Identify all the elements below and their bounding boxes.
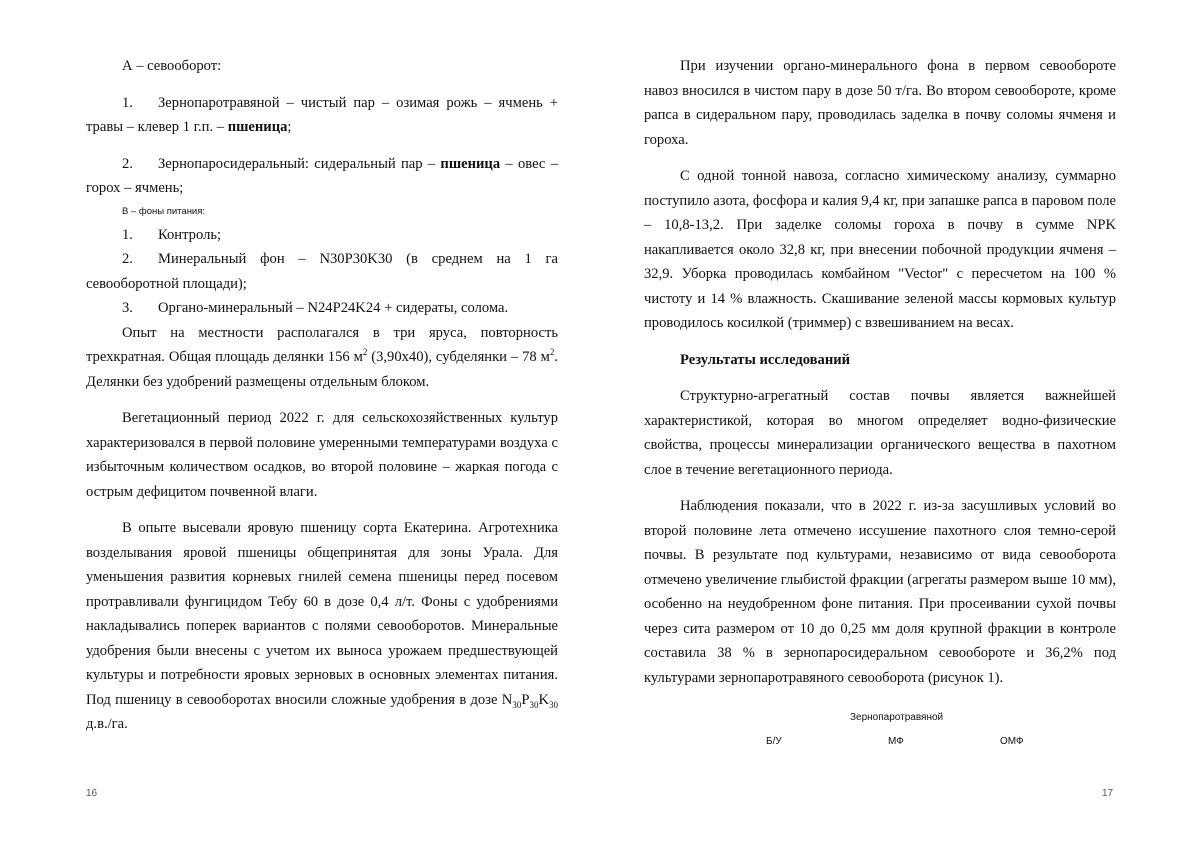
left-text-column [86,54,558,737]
category-label: Б/У [766,736,782,747]
page-number: 17 [1102,788,1113,799]
left-page [0,0,600,849]
paragraph: С одной тонной навоза, согласно химическому анализу, суммарно поступило азота, фосфора и калия 9,4 кг, при запашке рапса в паровом поле – 10,8-13,2. При заделке соломы гороха в почву в сумме NPK накапливается около 32,8 кг, при внесении побочной продукции ячменя – 32,9. Уборка проводилась комбайном "Vector" с пересчетом на 100 % чистоту и 14 % влажность. Скашивание зеленой массы кормовых культур проводилось косилкой (триммер) с взвешиванием на весах. [644,164,1116,336]
right-page [600,0,1200,849]
category-label: ОМФ [1000,736,1024,747]
paragraph: Структурно-агрегатный состав почвы является важнейшей характеристикой, которая во многом определяет водно-физические свойства, процессы минерализации органического вещества в пахотном слое в течение вегетационного периода. [644,384,1116,482]
paragraph: При изучении органо-минерального фона в первом севообороте навоз вносился в чистом пару в дозе 50 т/га. Во втором севообороте, кроме рапса в сидеральном пару, проводилась заделка в почву соломы ячменя и гороха. [644,54,1116,152]
paragraph: Опыт на местности располагался в три яруса, повторность трехкратная. Общая площадь делянки 156 м2 (3,90х40), субделянки – 78 м2. Делянки без удобрений размещены отдельным блоком. [86,321,558,395]
list-item: 3. Органо-минеральный – N24P24K24 + сидераты, солома. [86,296,558,321]
paragraph: Вегетационный период 2022 г. для сельскохозяйственных культур характеризовался в первой половине умеренными температурами воздуха с избыточным количеством осадков, во второй половине – жаркая погода с острым дефицитом почвенной влаги. [86,406,558,504]
list-item: 2. Минеральный фон – N30P30K30 (в среднем на 1 га севооборотной площади); [86,247,558,296]
nutrition-backgrounds-heading: В – фоны питания: [86,201,558,223]
crop-rotation-heading: А – севооборот: [86,54,558,79]
paragraph: В опыте высевали яровую пшеницу сорта Екатерина. Агротехника возделывания яровой пшеницы общепринятая для зоны Урала. Для уменьшения развития корневых гнилей семена пшеницы перед посевом протравливали фунгицидом Тебу 60 в дозе 0,4 л/т. Фоны с удобрениями накладывались поперек вариантов с полями севооборотов. Минеральные удобрения были внесены с учетом их выноса урожаем предшествующей культуры и потребности яровых зерновых в основных элементах питания. Под пшеницу в севооборотах вносили сложные удобрения в дозе N30P30K30 д.в./га. [86,516,558,737]
paragraph: Наблюдения показали, что в 2022 г. из-за засушливых условий во второй половине лета отмечено иссушение пахотного слоя темно-серой почвы. В результате под культурами, независимо от вида севооборота отмечено увеличение глыбистой фракции (агрегаты размером выше 10 мм), особенно на неудобренном фоне питания. При просеивании сухой почвы через сита размером от 10 до 0,25 мм доля крупной фракции в контроле составила 38 % в зернопаросидеральном севообороте и 36,2% под культурами зернопаротравяного севооборота (рисунок 1). [644,494,1116,690]
list-item: 2. Зернопаросидеральный: сидеральный пар – пшеница – овес – горох – ячмень; [86,152,558,201]
chart-title: Зернопаротравяной [850,712,943,723]
section-title: Результаты исследований [644,348,1116,373]
list-item: 1. Контроль; [86,223,558,248]
list-item: 1. Зернопаротравяной – чистый пар – озимая рожь – ячмень + травы – клевер 1 г.п. – пшеница; [86,91,558,140]
page-number: 16 [86,788,97,799]
right-text-column [644,54,1116,690]
category-label: МФ [888,736,904,747]
